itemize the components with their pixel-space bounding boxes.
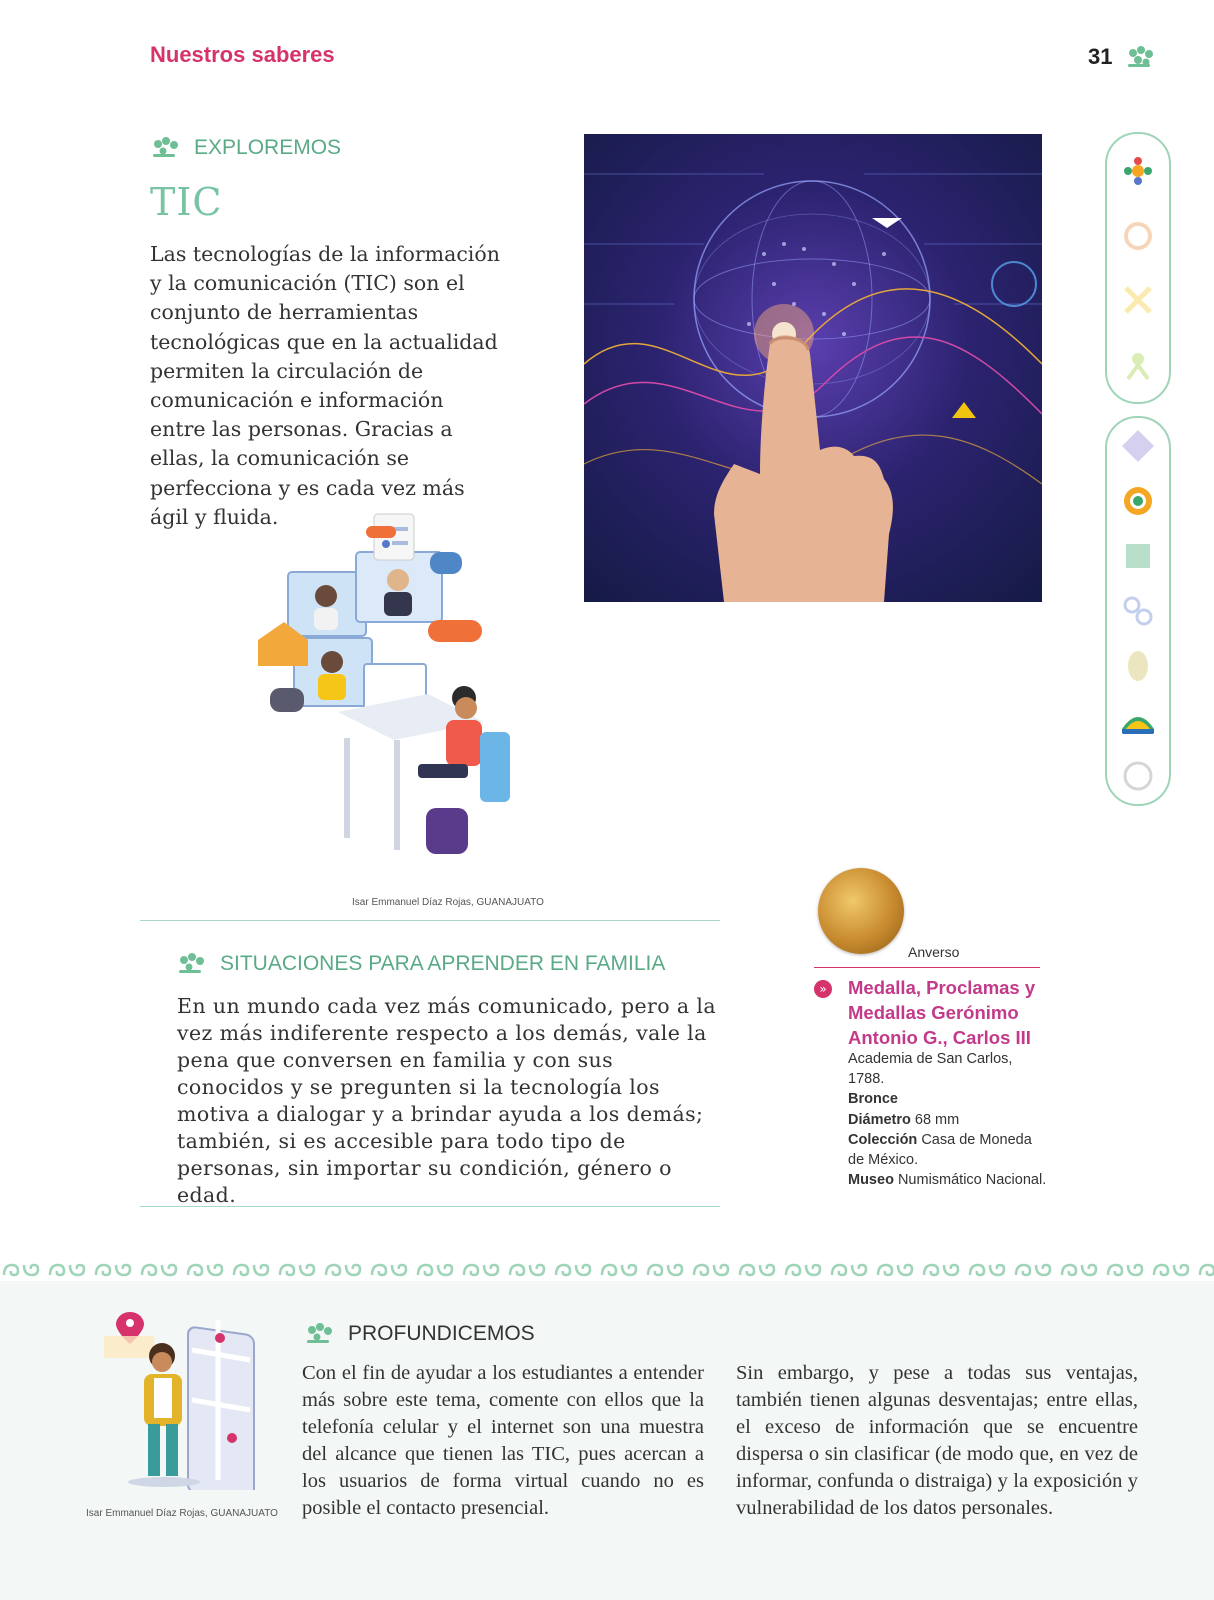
nav-campo-icon[interactable] <box>1118 216 1158 256</box>
medal-collection-value: Casa de Moneda de México. <box>848 1131 1032 1169</box>
medal-collection-label: Colección <box>848 1131 918 1148</box>
medal-diameter-value: 68 mm <box>914 1111 960 1128</box>
tech-photo-art <box>584 134 1042 602</box>
leaf-glyph-icon <box>1124 44 1160 72</box>
map-girl-illustration <box>100 1310 265 1490</box>
medal-museum-label: Museo <box>848 1172 894 1189</box>
profundicemos-col1: Con el fin de ayudar a los estudiantes a entender más sobre este tema, comente con ellos que la telefonía celular y el internet son una muestra del alcance que tienen las TIC, pues acercan a los usuarios de forma virtual cuando no es posible el contacto presencial. <box>302 1362 704 1519</box>
illustration-credit: Isar Emmanuel Díaz Rojas, GUANAJUATO <box>352 897 544 908</box>
exploremos-label: EXPLOREMOS <box>194 136 342 159</box>
arrow-right-icon: » <box>814 980 832 998</box>
divider <box>140 920 720 921</box>
page-number: 31 <box>1088 44 1113 69</box>
medal-divider <box>814 967 1040 968</box>
medal-caption: Anverso <box>908 944 960 960</box>
familia-label: SITUACIONES PARA APRENDER EN FAMILIA <box>220 952 666 975</box>
nav-eje-icon[interactable] <box>1118 646 1158 686</box>
section-title: TIC <box>150 180 223 224</box>
medal-origin: Academia de San Carlos, 1788. <box>848 1051 1013 1088</box>
nav-eje-icon[interactable] <box>1118 756 1158 796</box>
divider <box>140 1206 720 1207</box>
side-nav-ejes <box>1105 416 1171 806</box>
medal-title: Medalla, Proclamas y Medallas Gerónimo Antonio G., Carlos III <box>848 977 1036 1048</box>
nav-eje-icon[interactable] <box>1118 481 1158 521</box>
header-title: Nuestros saberes <box>150 42 335 67</box>
tech-photo <box>584 134 1042 602</box>
leaf-glyph-icon <box>150 136 186 160</box>
familia-body: En un mundo cada vez más comunicado, pero a la vez más indiferente respecto a los demás, vale la pena que conversen en familia y con sus conocidos y se pregunten si la tecnología los motiva a dialogar y a brindar ayuda a los demás; también, si es accesible para todo tipo de personas, sin importar su condición, género o edad. <box>177 994 716 1207</box>
leaf-glyph-icon <box>304 1322 340 1346</box>
exploremos-body: Las tecnologías de la información y la comunicación (TIC) son el conjunto de herramientas tecnológicas que en la actualidad permiten la circulación de comunicación e información entre las personas. Gracias a ellas, la comunicación se perfecciona y es cada vez más ágil y fluida. <box>150 242 500 529</box>
nav-eje-icon[interactable] <box>1118 426 1158 466</box>
decorative-border <box>0 1259 1214 1281</box>
nav-eje-icon[interactable] <box>1118 591 1158 631</box>
medal-image <box>818 868 904 954</box>
nav-eje-icon[interactable] <box>1118 701 1158 741</box>
medal-diameter-label: Diámetro <box>848 1111 911 1128</box>
video-chat-illustration <box>258 512 518 882</box>
side-nav-campos <box>1105 132 1171 404</box>
exploremos-heading <box>150 136 341 160</box>
nav-campo-icon[interactable] <box>1118 280 1158 320</box>
leaf-glyph-icon <box>176 952 212 976</box>
medal-museum-value: Numismático Nacional. <box>897 1172 1047 1189</box>
medal-material: Bronce <box>848 1091 898 1108</box>
illustration-credit: Isar Emmanuel Díaz Rojas, GUANAJUATO <box>86 1508 278 1519</box>
familia-heading <box>176 952 665 976</box>
nav-campo-icon[interactable] <box>1118 151 1158 191</box>
nav-campo-icon[interactable] <box>1118 345 1158 385</box>
profundicemos-col2: Sin embargo, y pese a todas sus ventajas, también tienen algunas desventajas; entre ellas, el exceso de información que se encuentre dispersa o sin clasificar (de modo que, en vez de informar, confunda o distraiga) y la exposición y vulnerabilidad de los datos personales. <box>736 1362 1138 1519</box>
profundicemos-heading <box>304 1322 535 1346</box>
nav-eje-icon[interactable] <box>1118 536 1158 576</box>
profundicemos-label: PROFUNDICEMOS <box>348 1322 535 1345</box>
medal-info <box>848 1049 1048 1190</box>
